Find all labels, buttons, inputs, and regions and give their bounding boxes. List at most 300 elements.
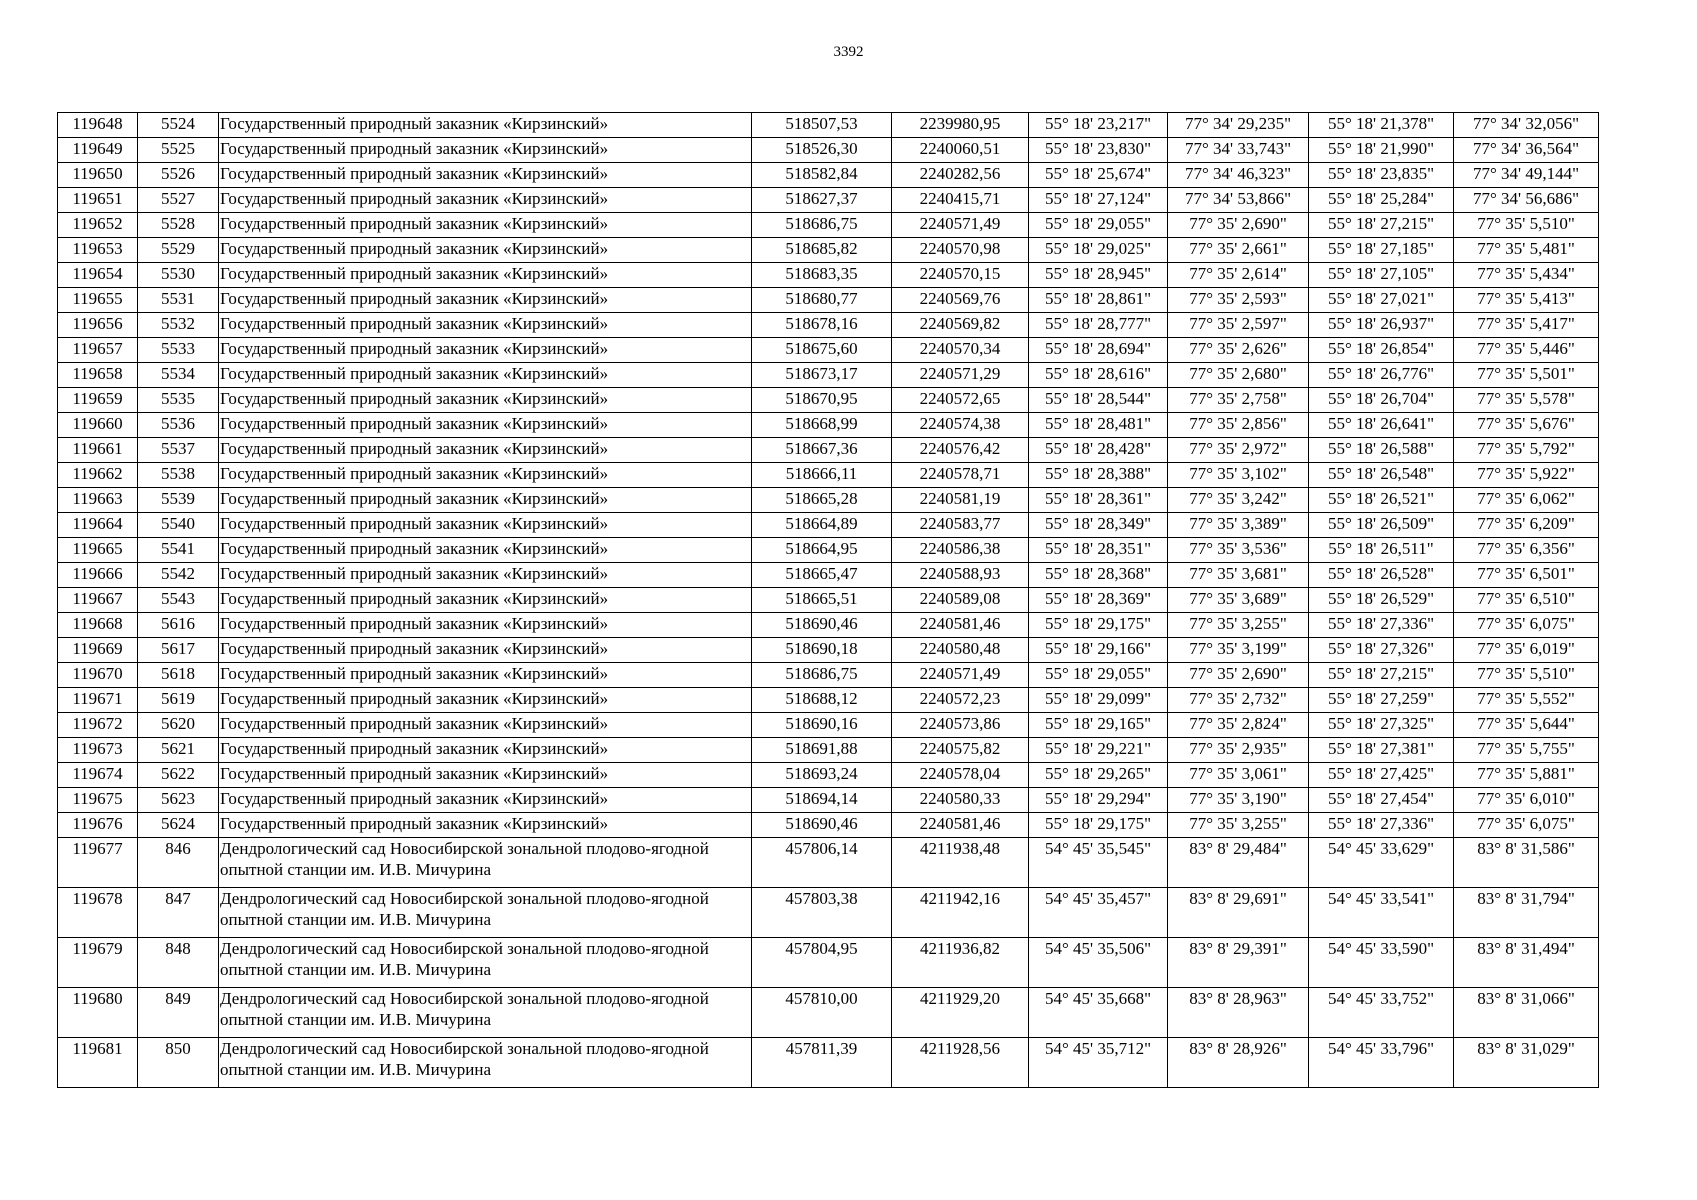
table-row: [58, 313, 1599, 338]
coord-y-cell: 2239980,95: [892, 113, 1029, 138]
table-row: [58, 288, 1599, 313]
longitude-2-cell: 77° 35' 5,510": [1454, 213, 1599, 238]
table-row: [58, 788, 1599, 813]
latitude-1-cell: 54° 45' 35,712": [1029, 1038, 1168, 1088]
latitude-2-cell: 55° 18' 27,425": [1309, 763, 1454, 788]
longitude-1-cell: 77° 35' 3,190": [1168, 788, 1309, 813]
row-number-cell: 119660: [58, 413, 138, 438]
latitude-2-cell: 55° 18' 27,454": [1309, 788, 1454, 813]
row-number-cell: 119669: [58, 638, 138, 663]
longitude-1-cell: 77° 35' 2,758": [1168, 388, 1309, 413]
latitude-2-cell: 55° 18' 26,529": [1309, 588, 1454, 613]
object-name-cell: Государственный природный заказник «Кирзинский»: [219, 438, 752, 463]
latitude-1-cell: 55° 18' 28,428": [1029, 438, 1168, 463]
longitude-1-cell: 83° 8' 28,963": [1168, 988, 1309, 1038]
coord-y-cell: 2240589,08: [892, 588, 1029, 613]
latitude-1-cell: 55° 18' 29,221": [1029, 738, 1168, 763]
latitude-2-cell: 55° 18' 26,854": [1309, 338, 1454, 363]
longitude-2-cell: 77° 35' 6,510": [1454, 588, 1599, 613]
row-number-cell: 119671: [58, 688, 138, 713]
latitude-2-cell: 54° 45' 33,590": [1309, 938, 1454, 988]
row-number-cell: 119675: [58, 788, 138, 813]
row-number-cell: 119667: [58, 588, 138, 613]
row-number-cell: 119674: [58, 763, 138, 788]
coord-x-cell: 518690,46: [752, 613, 892, 638]
table-row: [58, 588, 1599, 613]
longitude-2-cell: 77° 35' 6,075": [1454, 813, 1599, 838]
object-name-cell: Государственный природный заказник «Кирзинский»: [219, 238, 752, 263]
point-number-cell: 5526: [138, 163, 219, 188]
longitude-2-cell: 77° 35' 5,434": [1454, 263, 1599, 288]
latitude-1-cell: 55° 18' 29,099": [1029, 688, 1168, 713]
object-name-cell: Государственный природный заказник «Кирзинский»: [219, 188, 752, 213]
coord-y-cell: 2240581,19: [892, 488, 1029, 513]
table-row: [58, 138, 1599, 163]
latitude-2-cell: 54° 45' 33,541": [1309, 888, 1454, 938]
latitude-2-cell: 55° 18' 26,548": [1309, 463, 1454, 488]
coord-y-cell: 2240571,49: [892, 663, 1029, 688]
longitude-1-cell: 77° 34' 33,743": [1168, 138, 1309, 163]
longitude-2-cell: 77° 35' 5,510": [1454, 663, 1599, 688]
longitude-1-cell: 77° 35' 2,593": [1168, 288, 1309, 313]
longitude-2-cell: 77° 35' 5,413": [1454, 288, 1599, 313]
object-name-cell: Государственный природный заказник «Кирзинский»: [219, 688, 752, 713]
coord-x-cell: 518693,24: [752, 763, 892, 788]
point-number-cell: 5536: [138, 413, 219, 438]
object-name-cell: Государственный природный заказник «Кирзинский»: [219, 738, 752, 763]
point-number-cell: 5619: [138, 688, 219, 713]
coord-x-cell: 518664,89: [752, 513, 892, 538]
point-number-cell: 5527: [138, 188, 219, 213]
point-number-cell: 847: [138, 888, 219, 938]
latitude-1-cell: 55° 18' 28,368": [1029, 563, 1168, 588]
row-number-cell: 119658: [58, 363, 138, 388]
object-name-cell: Государственный природный заказник «Кирзинский»: [219, 813, 752, 838]
latitude-1-cell: 55° 18' 28,544": [1029, 388, 1168, 413]
longitude-1-cell: 77° 34' 53,866": [1168, 188, 1309, 213]
point-number-cell: 5538: [138, 463, 219, 488]
row-number-cell: 119653: [58, 238, 138, 263]
longitude-2-cell: 77° 34' 56,686": [1454, 188, 1599, 213]
latitude-2-cell: 55° 18' 23,835": [1309, 163, 1454, 188]
longitude-2-cell: 77° 35' 5,881": [1454, 763, 1599, 788]
coord-x-cell: 518691,88: [752, 738, 892, 763]
coord-y-cell: 2240282,56: [892, 163, 1029, 188]
coord-y-cell: 2240570,34: [892, 338, 1029, 363]
object-name-cell: Государственный природный заказник «Кирзинский»: [219, 638, 752, 663]
latitude-2-cell: 55° 18' 21,990": [1309, 138, 1454, 163]
object-name-cell: Государственный природный заказник «Кирзинский»: [219, 163, 752, 188]
longitude-1-cell: 77° 34' 29,235": [1168, 113, 1309, 138]
table-row: [58, 163, 1599, 188]
point-number-cell: 5617: [138, 638, 219, 663]
longitude-1-cell: 83° 8' 29,484": [1168, 838, 1309, 888]
point-number-cell: 5618: [138, 663, 219, 688]
coord-x-cell: 457810,00: [752, 988, 892, 1038]
latitude-1-cell: 55° 18' 29,166": [1029, 638, 1168, 663]
coord-x-cell: 518582,84: [752, 163, 892, 188]
object-name-cell: Государственный природный заказник «Кирзинский»: [219, 213, 752, 238]
coord-x-cell: 518690,16: [752, 713, 892, 738]
longitude-2-cell: 77° 35' 6,010": [1454, 788, 1599, 813]
coord-y-cell: 2240580,48: [892, 638, 1029, 663]
object-name-cell: Государственный природный заказник «Кирзинский»: [219, 113, 752, 138]
longitude-1-cell: 77° 35' 3,199": [1168, 638, 1309, 663]
row-number-cell: 119652: [58, 213, 138, 238]
coord-y-cell: 2240572,23: [892, 688, 1029, 713]
table-row: [58, 213, 1599, 238]
coord-y-cell: 2240571,49: [892, 213, 1029, 238]
table-row: [58, 988, 1599, 1038]
coord-x-cell: 518694,14: [752, 788, 892, 813]
row-number-cell: 119681: [58, 1038, 138, 1088]
latitude-2-cell: 55° 18' 26,511": [1309, 538, 1454, 563]
longitude-1-cell: 77° 35' 2,972": [1168, 438, 1309, 463]
coord-y-cell: 2240581,46: [892, 613, 1029, 638]
longitude-2-cell: 77° 35' 6,019": [1454, 638, 1599, 663]
coord-x-cell: 457811,39: [752, 1038, 892, 1088]
latitude-1-cell: 55° 18' 28,369": [1029, 588, 1168, 613]
row-number-cell: 119666: [58, 563, 138, 588]
point-number-cell: 5533: [138, 338, 219, 363]
longitude-1-cell: 77° 35' 2,690": [1168, 663, 1309, 688]
table-row: [58, 513, 1599, 538]
row-number-cell: 119661: [58, 438, 138, 463]
latitude-1-cell: 55° 18' 29,294": [1029, 788, 1168, 813]
latitude-2-cell: 55° 18' 26,528": [1309, 563, 1454, 588]
object-name-cell: Государственный природный заказник «Кирзинский»: [219, 563, 752, 588]
longitude-2-cell: 83° 8' 31,794": [1454, 888, 1599, 938]
point-number-cell: 5535: [138, 388, 219, 413]
point-number-cell: 5624: [138, 813, 219, 838]
coord-x-cell: 457806,14: [752, 838, 892, 888]
longitude-1-cell: 83° 8' 28,926": [1168, 1038, 1309, 1088]
latitude-1-cell: 55° 18' 29,175": [1029, 613, 1168, 638]
point-number-cell: 5623: [138, 788, 219, 813]
row-number-cell: 119677: [58, 838, 138, 888]
table-row: [58, 563, 1599, 588]
latitude-2-cell: 55° 18' 26,776": [1309, 363, 1454, 388]
table-row: [58, 188, 1599, 213]
longitude-2-cell: 77° 34' 36,564": [1454, 138, 1599, 163]
object-name-cell: Государственный природный заказник «Кирзинский»: [219, 138, 752, 163]
coord-y-cell: 2240060,51: [892, 138, 1029, 163]
coord-y-cell: 2240573,86: [892, 713, 1029, 738]
latitude-1-cell: 55° 18' 28,388": [1029, 463, 1168, 488]
longitude-1-cell: 77° 35' 3,102": [1168, 463, 1309, 488]
latitude-2-cell: 55° 18' 27,326": [1309, 638, 1454, 663]
coord-x-cell: 518680,77: [752, 288, 892, 313]
latitude-2-cell: 55° 18' 26,937": [1309, 313, 1454, 338]
coord-y-cell: 2240586,38: [892, 538, 1029, 563]
point-number-cell: 5539: [138, 488, 219, 513]
latitude-2-cell: 55° 18' 25,284": [1309, 188, 1454, 213]
table-row: [58, 538, 1599, 563]
latitude-2-cell: 55° 18' 26,704": [1309, 388, 1454, 413]
latitude-2-cell: 55° 18' 27,215": [1309, 213, 1454, 238]
object-name-cell: Государственный природный заказник «Кирзинский»: [219, 363, 752, 388]
point-number-cell: 5622: [138, 763, 219, 788]
table-row: [58, 838, 1599, 888]
latitude-1-cell: 55° 18' 28,616": [1029, 363, 1168, 388]
point-number-cell: 848: [138, 938, 219, 988]
table-row: [58, 738, 1599, 763]
point-number-cell: 849: [138, 988, 219, 1038]
latitude-2-cell: 54° 45' 33,629": [1309, 838, 1454, 888]
coord-x-cell: 518526,30: [752, 138, 892, 163]
coord-x-cell: 518665,47: [752, 563, 892, 588]
latitude-2-cell: 54° 45' 33,752": [1309, 988, 1454, 1038]
coord-x-cell: 518664,95: [752, 538, 892, 563]
point-number-cell: 5532: [138, 313, 219, 338]
longitude-1-cell: 77° 35' 2,690": [1168, 213, 1309, 238]
coord-x-cell: 518690,46: [752, 813, 892, 838]
coord-x-cell: 518675,60: [752, 338, 892, 363]
longitude-1-cell: 77° 35' 3,061": [1168, 763, 1309, 788]
object-name-cell: Государственный природный заказник «Кирзинский»: [219, 338, 752, 363]
point-number-cell: 5543: [138, 588, 219, 613]
latitude-1-cell: 55° 18' 28,945": [1029, 263, 1168, 288]
coord-x-cell: 518670,95: [752, 388, 892, 413]
longitude-2-cell: 77° 35' 5,417": [1454, 313, 1599, 338]
longitude-1-cell: 77° 35' 2,732": [1168, 688, 1309, 713]
point-number-cell: 5528: [138, 213, 219, 238]
coord-x-cell: 518690,18: [752, 638, 892, 663]
coord-x-cell: 518685,82: [752, 238, 892, 263]
longitude-1-cell: 77° 35' 2,597": [1168, 313, 1309, 338]
latitude-2-cell: 55° 18' 27,185": [1309, 238, 1454, 263]
latitude-1-cell: 55° 18' 28,861": [1029, 288, 1168, 313]
latitude-1-cell: 55° 18' 29,265": [1029, 763, 1168, 788]
longitude-1-cell: 77° 35' 2,614": [1168, 263, 1309, 288]
table-row: [58, 463, 1599, 488]
longitude-1-cell: 77° 35' 2,935": [1168, 738, 1309, 763]
object-name-cell: Государственный природный заказник «Кирзинский»: [219, 288, 752, 313]
table-row: [58, 488, 1599, 513]
latitude-1-cell: 55° 18' 25,674": [1029, 163, 1168, 188]
coord-y-cell: 4211938,48: [892, 838, 1029, 888]
row-number-cell: 119672: [58, 713, 138, 738]
coord-y-cell: 2240569,76: [892, 288, 1029, 313]
object-name-cell: Дендрологический сад Новосибирской зональной плодово-ягодной опытной станции им. И.В. Мичурина: [219, 988, 752, 1038]
point-number-cell: 5537: [138, 438, 219, 463]
point-number-cell: 5529: [138, 238, 219, 263]
longitude-2-cell: 77° 35' 6,209": [1454, 513, 1599, 538]
point-number-cell: 5621: [138, 738, 219, 763]
row-number-cell: 119670: [58, 663, 138, 688]
table-row: [58, 1038, 1599, 1088]
table-row: [58, 613, 1599, 638]
coord-y-cell: 2240583,77: [892, 513, 1029, 538]
coord-x-cell: 518665,28: [752, 488, 892, 513]
coord-x-cell: 518688,12: [752, 688, 892, 713]
latitude-2-cell: 54° 45' 33,796": [1309, 1038, 1454, 1088]
longitude-2-cell: 77° 35' 6,075": [1454, 613, 1599, 638]
longitude-1-cell: 77° 35' 3,689": [1168, 588, 1309, 613]
table-row: [58, 713, 1599, 738]
table-row: [58, 938, 1599, 988]
latitude-2-cell: 55° 18' 27,259": [1309, 688, 1454, 713]
longitude-1-cell: 77° 35' 3,255": [1168, 613, 1309, 638]
latitude-2-cell: 55° 18' 26,521": [1309, 488, 1454, 513]
coord-y-cell: 2240415,71: [892, 188, 1029, 213]
longitude-1-cell: 77° 35' 3,242": [1168, 488, 1309, 513]
longitude-2-cell: 83° 8' 31,494": [1454, 938, 1599, 988]
latitude-1-cell: 55° 18' 28,694": [1029, 338, 1168, 363]
longitude-2-cell: 77° 35' 6,501": [1454, 563, 1599, 588]
object-name-cell: Государственный природный заказник «Кирзинский»: [219, 538, 752, 563]
longitude-1-cell: 77° 35' 2,824": [1168, 713, 1309, 738]
row-number-cell: 119657: [58, 338, 138, 363]
latitude-1-cell: 55° 18' 29,175": [1029, 813, 1168, 838]
object-name-cell: Дендрологический сад Новосибирской зональной плодово-ягодной опытной станции им. И.В. Мичурина: [219, 838, 752, 888]
point-number-cell: 850: [138, 1038, 219, 1088]
coord-y-cell: 4211942,16: [892, 888, 1029, 938]
longitude-2-cell: 77° 34' 49,144": [1454, 163, 1599, 188]
object-name-cell: Государственный природный заказник «Кирзинский»: [219, 663, 752, 688]
row-number-cell: 119664: [58, 513, 138, 538]
longitude-2-cell: 77° 35' 5,792": [1454, 438, 1599, 463]
object-name-cell: Дендрологический сад Новосибирской зональной плодово-ягодной опытной станции им. И.В. Мичурина: [219, 1038, 752, 1088]
row-number-cell: 119651: [58, 188, 138, 213]
longitude-2-cell: 83° 8' 31,066": [1454, 988, 1599, 1038]
longitude-1-cell: 77° 35' 3,536": [1168, 538, 1309, 563]
row-number-cell: 119680: [58, 988, 138, 1038]
coord-x-cell: 518673,17: [752, 363, 892, 388]
latitude-1-cell: 55° 18' 27,124": [1029, 188, 1168, 213]
longitude-2-cell: 77° 35' 5,922": [1454, 463, 1599, 488]
coord-y-cell: 2240570,15: [892, 263, 1029, 288]
row-number-cell: 119656: [58, 313, 138, 338]
row-number-cell: 119678: [58, 888, 138, 938]
coord-y-cell: 4211929,20: [892, 988, 1029, 1038]
coord-y-cell: 2240580,33: [892, 788, 1029, 813]
coord-y-cell: 2240574,38: [892, 413, 1029, 438]
table-row: [58, 813, 1599, 838]
latitude-1-cell: 55° 18' 28,349": [1029, 513, 1168, 538]
point-number-cell: 5524: [138, 113, 219, 138]
coord-x-cell: 457804,95: [752, 938, 892, 988]
coord-x-cell: 518666,11: [752, 463, 892, 488]
latitude-1-cell: 55° 18' 23,217": [1029, 113, 1168, 138]
longitude-2-cell: 77° 35' 5,644": [1454, 713, 1599, 738]
coord-y-cell: 2240578,04: [892, 763, 1029, 788]
object-name-cell: Государственный природный заказник «Кирзинский»: [219, 513, 752, 538]
point-number-cell: 5531: [138, 288, 219, 313]
row-number-cell: 119648: [58, 113, 138, 138]
row-number-cell: 119676: [58, 813, 138, 838]
object-name-cell: Государственный природный заказник «Кирзинский»: [219, 713, 752, 738]
object-name-cell: Государственный природный заказник «Кирзинский»: [219, 488, 752, 513]
latitude-2-cell: 55° 18' 26,588": [1309, 438, 1454, 463]
table-row: [58, 888, 1599, 938]
row-number-cell: 119654: [58, 263, 138, 288]
coord-x-cell: 518665,51: [752, 588, 892, 613]
latitude-2-cell: 55° 18' 26,641": [1309, 413, 1454, 438]
object-name-cell: Дендрологический сад Новосибирской зональной плодово-ягодной опытной станции им. И.В. Мичурина: [219, 938, 752, 988]
latitude-1-cell: 55° 18' 29,165": [1029, 713, 1168, 738]
point-number-cell: 5534: [138, 363, 219, 388]
page-number: 3392: [833, 44, 864, 60]
row-number-cell: 119673: [58, 738, 138, 763]
latitude-1-cell: 55° 18' 29,055": [1029, 213, 1168, 238]
table-row: [58, 388, 1599, 413]
table-row: [58, 238, 1599, 263]
coordinates-table: [57, 112, 1599, 1088]
longitude-2-cell: 77° 34' 32,056": [1454, 113, 1599, 138]
point-number-cell: 5525: [138, 138, 219, 163]
longitude-2-cell: 77° 35' 6,356": [1454, 538, 1599, 563]
coord-y-cell: 2240576,42: [892, 438, 1029, 463]
latitude-2-cell: 55° 18' 27,381": [1309, 738, 1454, 763]
table-row: [58, 413, 1599, 438]
longitude-1-cell: 77° 35' 2,856": [1168, 413, 1309, 438]
table-row: [58, 113, 1599, 138]
object-name-cell: Государственный природный заказник «Кирзинский»: [219, 413, 752, 438]
latitude-2-cell: 55° 18' 21,378": [1309, 113, 1454, 138]
latitude-2-cell: 55° 18' 27,336": [1309, 613, 1454, 638]
coord-x-cell: 518686,75: [752, 213, 892, 238]
table-body: [58, 113, 1599, 1088]
latitude-1-cell: 55° 18' 28,361": [1029, 488, 1168, 513]
longitude-2-cell: 77° 35' 5,446": [1454, 338, 1599, 363]
coord-y-cell: 2240578,71: [892, 463, 1029, 488]
row-number-cell: 119679: [58, 938, 138, 988]
longitude-2-cell: 83° 8' 31,586": [1454, 838, 1599, 888]
object-name-cell: Государственный природный заказник «Кирзинский»: [219, 388, 752, 413]
coord-y-cell: 2240581,46: [892, 813, 1029, 838]
latitude-1-cell: 55° 18' 28,481": [1029, 413, 1168, 438]
coord-x-cell: 518667,36: [752, 438, 892, 463]
longitude-2-cell: 77° 35' 6,062": [1454, 488, 1599, 513]
row-number-cell: 119668: [58, 613, 138, 638]
coord-x-cell: 518686,75: [752, 663, 892, 688]
object-name-cell: Государственный природный заказник «Кирзинский»: [219, 788, 752, 813]
longitude-2-cell: 77° 35' 5,676": [1454, 413, 1599, 438]
row-number-cell: 119650: [58, 163, 138, 188]
table-row: [58, 763, 1599, 788]
longitude-1-cell: 77° 35' 3,255": [1168, 813, 1309, 838]
table-row: [58, 663, 1599, 688]
row-number-cell: 119665: [58, 538, 138, 563]
object-name-cell: Государственный природный заказник «Кирзинский»: [219, 263, 752, 288]
longitude-1-cell: 77° 35' 2,626": [1168, 338, 1309, 363]
coord-y-cell: 2240570,98: [892, 238, 1029, 263]
point-number-cell: 5541: [138, 538, 219, 563]
longitude-2-cell: 77° 35' 5,578": [1454, 388, 1599, 413]
row-number-cell: 119649: [58, 138, 138, 163]
longitude-2-cell: 77° 35' 5,481": [1454, 238, 1599, 263]
coord-x-cell: 457803,38: [752, 888, 892, 938]
longitude-1-cell: 77° 35' 2,680": [1168, 363, 1309, 388]
coord-y-cell: 2240571,29: [892, 363, 1029, 388]
latitude-1-cell: 55° 18' 29,055": [1029, 663, 1168, 688]
latitude-1-cell: 54° 45' 35,545": [1029, 838, 1168, 888]
longitude-1-cell: 77° 35' 2,661": [1168, 238, 1309, 263]
longitude-1-cell: 83° 8' 29,691": [1168, 888, 1309, 938]
latitude-1-cell: 54° 45' 35,506": [1029, 938, 1168, 988]
point-number-cell: 5620: [138, 713, 219, 738]
longitude-1-cell: 77° 35' 3,389": [1168, 513, 1309, 538]
point-number-cell: 5540: [138, 513, 219, 538]
table-row: [58, 338, 1599, 363]
longitude-1-cell: 77° 34' 46,323": [1168, 163, 1309, 188]
coord-y-cell: 4211928,56: [892, 1038, 1029, 1088]
point-number-cell: 5542: [138, 563, 219, 588]
latitude-1-cell: 55° 18' 29,025": [1029, 238, 1168, 263]
coord-y-cell: 2240572,65: [892, 388, 1029, 413]
latitude-1-cell: 55° 18' 28,351": [1029, 538, 1168, 563]
